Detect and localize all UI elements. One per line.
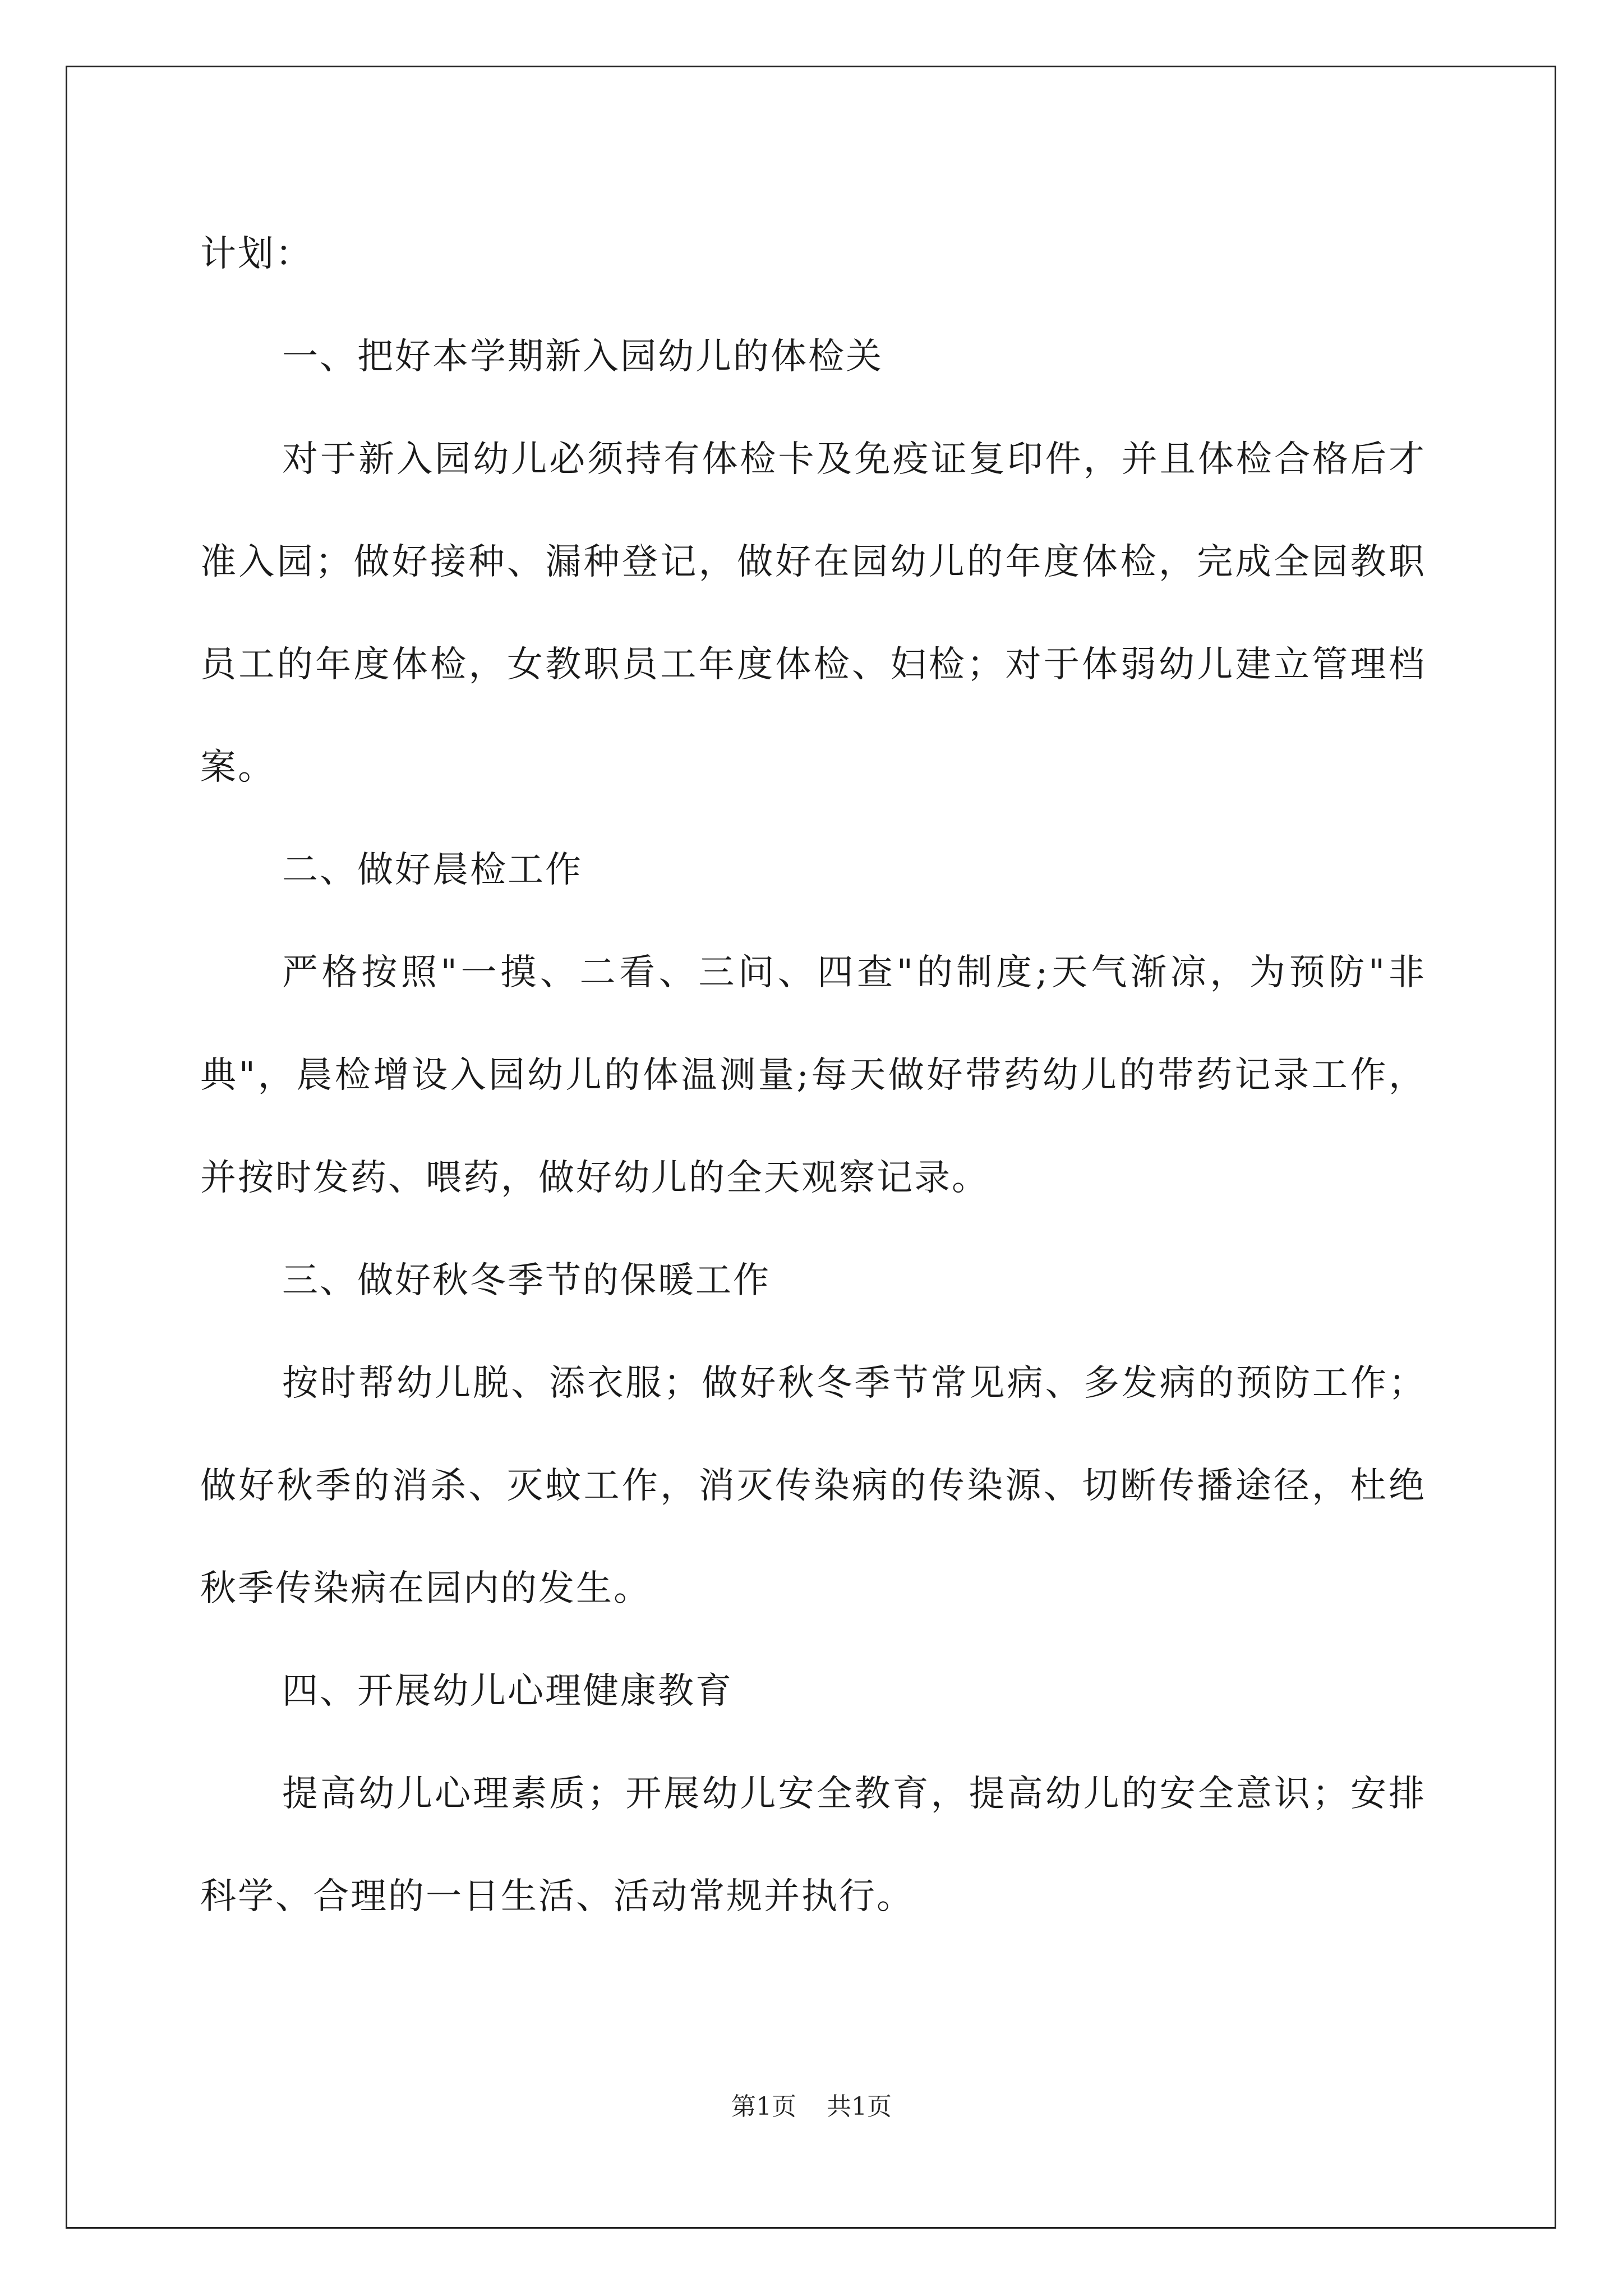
paragraph-section-4: 提高幼儿心理素质；开展幼儿安全教育，提高幼儿的安全意识；安排科学、合理的一日生活、活动常规并执行。 [200, 1773, 1426, 1917]
section-heading-3: 三、做好秋冬季节的保暖工作 [282, 1260, 771, 1301]
document-body [200, 203, 1426, 1948]
paragraph-intro: 计划： [200, 233, 313, 275]
paragraph-section-3: 按时帮幼儿脱、添衣服；做好秋冬季节常见病、多发病的预防工作；做好秋季的消杀、灭蚊工作，消灭传染病的传染源、切断传播途径，杜绝秋季传染病在园内的发生。 [200, 1363, 1426, 1609]
page-number: 第1页 [731, 2092, 796, 2121]
paragraph-section-2: 严格按照"一摸、二看、三问、四查"的制度;天气渐凉，为预防"非典"，晨检增设入园幼儿的体温测量;每天做好带药幼儿的带药记录工作，并按时发药、喂药，做好幼儿的全天观察记录。 [200, 952, 1426, 1199]
section-heading-4: 四、开展幼儿心理健康教育 [282, 1671, 733, 1712]
paragraph-section-1: 对于新入园幼儿必须持有体检卡及免疫证复印件，并且体检合格后才准入园；做好接种、漏种登记，做好在园幼儿的年度体检，完成全园教职员工的年度体检，女教职员工年度体检、妇检；对于体弱幼儿建立管理档案。 [200, 439, 1426, 788]
section-heading-2: 二、做好晨检工作 [282, 849, 583, 891]
total-pages: 共1页 [827, 2092, 892, 2121]
page-footer [0, 2090, 1623, 2124]
section-heading-1: 一、把好本学期新入园幼儿的体检关 [282, 336, 883, 378]
